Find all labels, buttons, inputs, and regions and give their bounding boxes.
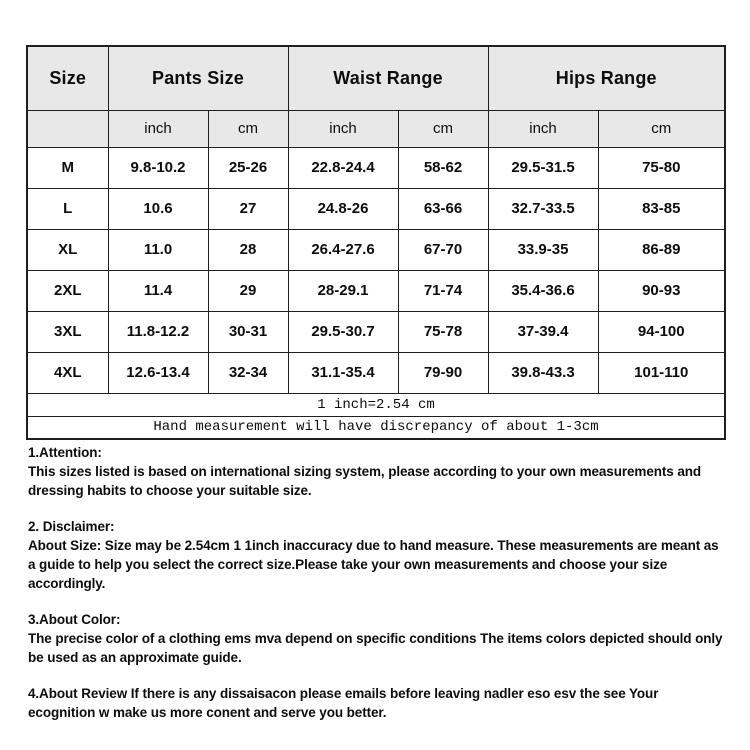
column-header-hips-range: Hips Range xyxy=(488,46,725,110)
cell-value: 28 xyxy=(208,229,288,270)
unit-label-hips-inch: inch xyxy=(488,110,598,147)
table-row-xl xyxy=(27,229,725,270)
cell-value: 30-31 xyxy=(208,311,288,352)
cell-value: 10.6 xyxy=(108,188,208,229)
size-label: 3XL xyxy=(27,311,108,352)
cell-value: 37-39.4 xyxy=(488,311,598,352)
table-header-row xyxy=(27,46,725,110)
unit-label-waist-cm: cm xyxy=(398,110,488,147)
size-label: 2XL xyxy=(27,270,108,311)
table-row-l xyxy=(27,188,725,229)
cell-value: 79-90 xyxy=(398,352,488,393)
size-label: L xyxy=(27,188,108,229)
table-row-3xl xyxy=(27,311,725,352)
cell-value: 32.7-33.5 xyxy=(488,188,598,229)
cell-value: 32-34 xyxy=(208,352,288,393)
cell-value: 31.1-35.4 xyxy=(288,352,398,393)
cell-value: 71-74 xyxy=(398,270,488,311)
unit-label-pants-cm: cm xyxy=(208,110,288,147)
unit-label-pants-inch: inch xyxy=(108,110,208,147)
table-row-2xl xyxy=(27,270,725,311)
notes-section xyxy=(28,443,728,722)
note-attention-body: This sizes listed is based on international sizing system, please according to your own measurements and dressing habits to choose your suitable size. xyxy=(28,464,702,498)
cell-value: 94-100 xyxy=(598,311,725,352)
note-about-color xyxy=(28,610,728,667)
column-header-waist-range: Waist Range xyxy=(288,46,488,110)
cell-value: 11.0 xyxy=(108,229,208,270)
cell-value: 12.6-13.4 xyxy=(108,352,208,393)
note-about-color-heading: 3.About Color: xyxy=(28,612,121,627)
footnote-conversion: 1 inch=2.54 cm xyxy=(27,393,725,416)
note-disclaimer-heading: 2. Disclaimer: xyxy=(28,519,115,534)
unit-label-waist-inch: inch xyxy=(288,110,398,147)
cell-value: 29.5-30.7 xyxy=(288,311,398,352)
cell-value: 27 xyxy=(208,188,288,229)
cell-value: 101-110 xyxy=(598,352,725,393)
cell-value: 75-80 xyxy=(598,147,725,188)
note-about-review-body: 4.About Review If there is any dissaisacon please emails before leaving nadler eso esv the see Your ecognition w make us more conent and serve you better. xyxy=(28,686,659,720)
size-label: XL xyxy=(27,229,108,270)
size-label: 4XL xyxy=(27,352,108,393)
cell-value: 29.5-31.5 xyxy=(488,147,598,188)
note-disclaimer xyxy=(28,517,728,593)
cell-value: 67-70 xyxy=(398,229,488,270)
column-header-pants-size: Pants Size xyxy=(108,46,288,110)
cell-value: 63-66 xyxy=(398,188,488,229)
unit-header-row xyxy=(27,110,725,147)
cell-value: 35.4-36.6 xyxy=(488,270,598,311)
cell-value: 26.4-27.6 xyxy=(288,229,398,270)
cell-value: 28-29.1 xyxy=(288,270,398,311)
cell-value: 11.8-12.2 xyxy=(108,311,208,352)
cell-value: 29 xyxy=(208,270,288,311)
cell-value: 58-62 xyxy=(398,147,488,188)
cell-value: 33.9-35 xyxy=(488,229,598,270)
cell-value: 86-89 xyxy=(598,229,725,270)
note-disclaimer-body: About Size: Size may be 2.54cm 1 1inch inaccuracy due to hand measure. These measurements are meant as a guide to help you select the correct size.Please take your own measurements and choose your size accordingly. xyxy=(28,538,719,591)
cell-value: 83-85 xyxy=(598,188,725,229)
unit-cell-empty xyxy=(27,110,108,147)
cell-value: 9.8-10.2 xyxy=(108,147,208,188)
footnote-discrepancy: Hand measurement will have discrepancy of about 1-3cm xyxy=(27,416,725,439)
size-chart-table xyxy=(26,45,726,440)
cell-value: 22.8-24.4 xyxy=(288,147,398,188)
cell-value: 11.4 xyxy=(108,270,208,311)
cell-value: 90-93 xyxy=(598,270,725,311)
note-about-review xyxy=(28,684,728,722)
note-about-color-body: The precise color of a clothing ems mva depend on specific conditions The items colors depicted should only be used as an approximate guide. xyxy=(28,631,723,665)
footnote-row-conversion xyxy=(27,393,725,416)
table-row-m xyxy=(27,147,725,188)
footnote-row-discrepancy xyxy=(27,416,725,439)
note-attention-heading: 1.Attention: xyxy=(28,445,102,460)
cell-value: 25-26 xyxy=(208,147,288,188)
table-row-4xl xyxy=(27,352,725,393)
size-label: M xyxy=(27,147,108,188)
cell-value: 75-78 xyxy=(398,311,488,352)
cell-value: 24.8-26 xyxy=(288,188,398,229)
cell-value: 39.8-43.3 xyxy=(488,352,598,393)
note-attention xyxy=(28,443,728,500)
unit-label-hips-cm: cm xyxy=(598,110,725,147)
column-header-size: Size xyxy=(27,46,108,110)
